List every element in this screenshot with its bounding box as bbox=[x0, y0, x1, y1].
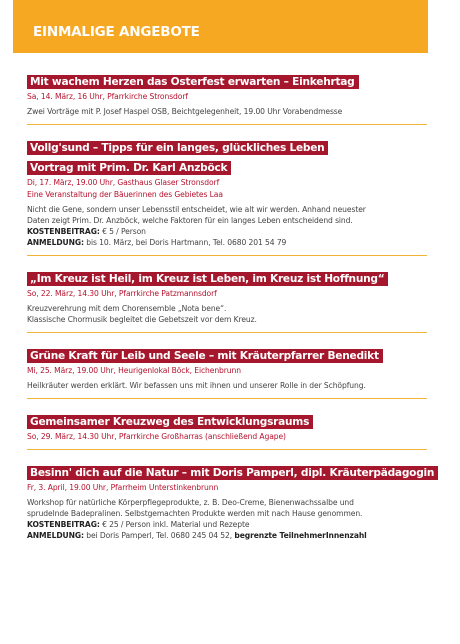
signup-value: bei Doris Pamperl, Tel. 0680 245 04 52, bbox=[83, 531, 235, 540]
event-description bbox=[27, 497, 427, 541]
description-line: Daten zeigt Prim. Dr. Anzböck, welche Faktoren für ein langes Leben entscheidend sind. bbox=[27, 216, 353, 225]
description-line: Klassische Chormusik begleitet die Gebetszeit vor dem Kreuz. bbox=[27, 315, 257, 324]
event-item bbox=[27, 461, 435, 548]
event-date-location: So, 29. März, 14.30 Uhr, Pfarrkirche Großharras (anschließend Agape) bbox=[27, 432, 286, 441]
signup-line bbox=[27, 530, 427, 541]
cost-line bbox=[27, 226, 427, 237]
event-description: Zwei Vorträge mit P. Josef Haspel OSB, Beichtgelegenheit, 19.00 Uhr Vorabendmesse bbox=[27, 107, 343, 116]
description-line: Nicht die Gene, sondern unser Lebensstil entscheidet, wie alt wir werden. Anhand neuester bbox=[27, 205, 366, 214]
event-list bbox=[27, 70, 435, 559]
cost-value: € 25 / Person inkl. Material und Rezepte bbox=[99, 520, 250, 529]
cost-line bbox=[27, 519, 427, 530]
event-title: „Im Kreuz ist Heil, im Kreuz ist Leben, im Kreuz ist Hoffnung“ bbox=[27, 272, 388, 286]
signup-label: ANMELDUNG: bbox=[27, 238, 84, 247]
cost-value: € 5 / Person bbox=[99, 227, 146, 236]
event-title: Mit wachem Herzen das Osterfest erwarten – Einkehrtag bbox=[27, 75, 359, 89]
cost-label: KOSTENBEITRAG: bbox=[27, 520, 100, 529]
signup-note: begrenzte TeilnehmerInnenzahl bbox=[234, 531, 367, 540]
description-line: Workshop für natürliche Körperpflegeprodukte, z. B. Deo-Creme, Bienenwachssalbe und bbox=[27, 498, 354, 507]
event-date-location: So, 22. März, 14.30 Uhr, Pfarrkirche Patzmannsdorf bbox=[27, 289, 217, 298]
cost-label: KOSTENBEITRAG: bbox=[27, 227, 100, 236]
event-description bbox=[27, 204, 427, 248]
event-title: Grüne Kraft für Leib und Seele – mit Kräuterpfarrer Benedikt bbox=[27, 349, 383, 363]
signup-label: ANMELDUNG: bbox=[27, 531, 84, 540]
event-date-location: Sa, 14. März, 16 Uhr, Pfarrkirche Stronsdorf bbox=[27, 92, 188, 101]
event-item bbox=[27, 410, 427, 450]
section-title: EINMALIGE ANGEBOTE bbox=[33, 24, 200, 40]
event-title: Gemeinsamer Kreuzweg des Entwicklungsraums bbox=[27, 415, 313, 429]
event-item bbox=[27, 344, 427, 399]
event-description: Heilkräuter werden erklärt. Wir befassen uns mit ihnen und unserer Rolle in der Schöpfung. bbox=[27, 381, 366, 390]
description-line: Kreuzverehrung mit dem Chorensemble „Nota bene“. bbox=[27, 304, 227, 313]
event-description bbox=[27, 303, 427, 325]
section-header bbox=[13, 0, 428, 53]
event-item bbox=[27, 267, 427, 333]
event-title: Besinn' dich auf die Natur – mit Doris Pamperl, dipl. Kräuterpädagogin bbox=[27, 466, 438, 480]
event-title: Vollg'sund – Tipps für ein langes, glückliches Leben bbox=[27, 141, 328, 155]
signup-value: bis 10. März, bei Doris Hartmann, Tel. 0680 201 54 79 bbox=[83, 238, 287, 247]
event-item bbox=[27, 70, 427, 125]
event-date-location: Di, 17. März, 19.00 Uhr, Gasthaus Glaser Stronsdorf bbox=[27, 178, 220, 187]
event-date-location: Fr, 3. April, 19.00 Uhr, Pfarrheim Unterstinkenbrunn bbox=[27, 483, 219, 492]
event-subtitle: Vortrag mit Prim. Dr. Karl Anzböck bbox=[27, 161, 231, 175]
signup-line bbox=[27, 237, 427, 248]
event-date-location: Mi, 25. März, 19.00 Uhr, Heurigenlokal Böck, Eichenbrunn bbox=[27, 366, 241, 375]
event-item bbox=[27, 136, 427, 256]
event-organizer: Eine Veranstaltung der Bäuerinnen des Gebietes Laa bbox=[27, 190, 223, 199]
description-line: sprudelnde Badepralinen. Selbstgemachten Produkte werden mit nach Hause genommen. bbox=[27, 509, 363, 518]
